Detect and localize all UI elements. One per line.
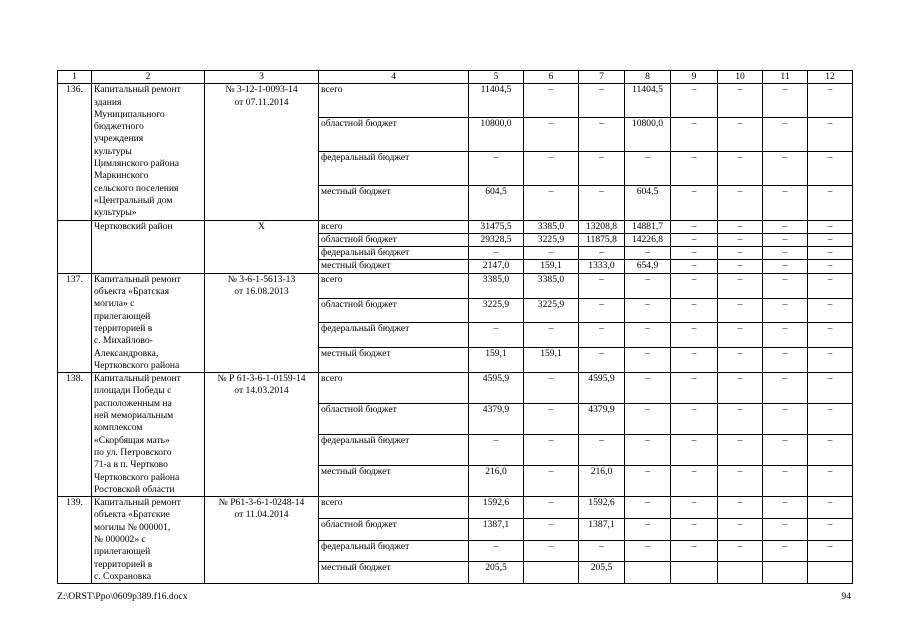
object-name-line: 71-а в п. Чертково [94, 459, 168, 471]
amount-cell: – [718, 247, 763, 260]
document-reference-line: X [258, 220, 265, 232]
amount-cell: – [808, 186, 853, 220]
amount-cell: – [579, 186, 625, 220]
document-reference [205, 220, 319, 273]
amount-cell: – [808, 233, 853, 246]
funding-source: всего [319, 497, 469, 519]
amount-cell: – [579, 298, 625, 323]
amount-cell: – [671, 260, 718, 273]
object-name-line: с. Сохрановка [94, 570, 152, 582]
amount-cell: – [524, 152, 579, 186]
funding-source: местный бюджет [319, 186, 469, 220]
amount-cell: – [469, 247, 524, 260]
object-name-line: территорией в [94, 322, 153, 334]
amount-cell: – [671, 518, 718, 540]
document-reference-line: от 11.04.2014 [234, 509, 289, 521]
amount-cell: – [625, 404, 671, 435]
amount-cell [671, 562, 718, 584]
amount-cell: – [763, 220, 808, 233]
amount-cell: – [625, 247, 671, 260]
amount-cell: – [469, 435, 524, 466]
funding-source: местный бюджет [319, 562, 469, 584]
amount-cell: – [625, 497, 671, 519]
funding-source: местный бюджет [319, 348, 469, 373]
document-reference [205, 84, 319, 220]
amount-cell: – [808, 518, 853, 540]
amount-cell: 604,5 [625, 186, 671, 220]
amount-cell: – [524, 497, 579, 519]
amount-cell: – [808, 298, 853, 323]
amount-cell: – [718, 323, 763, 348]
document-reference-line: от 16.08.2013 [234, 286, 289, 298]
table-row [58, 373, 853, 404]
amount-cell: – [671, 323, 718, 348]
amount-cell: – [718, 497, 763, 519]
amount-cell: – [763, 518, 808, 540]
amount-cell: – [671, 247, 718, 260]
column-header: 3 [205, 71, 319, 84]
funding-source: федеральный бюджет [319, 152, 469, 186]
amount-cell: – [579, 323, 625, 348]
amount-cell: – [718, 186, 763, 220]
amount-cell: – [808, 373, 853, 404]
amount-cell: 3385,0 [524, 220, 579, 233]
column-header: 8 [625, 71, 671, 84]
amount-cell: – [625, 273, 671, 298]
amount-cell: – [763, 233, 808, 246]
amount-cell: – [671, 404, 718, 435]
amount-cell: 13208,8 [579, 220, 625, 233]
amount-cell [808, 562, 853, 584]
amount-cell: – [808, 84, 853, 118]
document-reference-line: № Р 61-3-6-1-0159-14 [217, 373, 306, 385]
amount-cell: – [718, 273, 763, 298]
document-reference [205, 373, 319, 497]
amount-cell: 4595,9 [579, 373, 625, 404]
amount-cell: 1592,6 [469, 497, 524, 519]
funding-source: областной бюджет [319, 233, 469, 246]
amount-cell: 2147,0 [469, 260, 524, 273]
amount-cell: – [671, 540, 718, 562]
amount-cell: – [579, 84, 625, 118]
object-name-line: площади Победы с [94, 385, 172, 397]
amount-cell: – [524, 84, 579, 118]
object-name-line: расположенным на [94, 397, 172, 409]
amount-cell: – [718, 118, 763, 152]
amount-cell [763, 562, 808, 584]
amount-cell: – [763, 540, 808, 562]
column-header: 7 [579, 71, 625, 84]
amount-cell: – [469, 540, 524, 562]
amount-cell: – [763, 497, 808, 519]
column-header: 2 [92, 71, 205, 84]
amount-cell: – [524, 373, 579, 404]
amount-cell: 1387,1 [469, 518, 524, 540]
amount-cell: – [625, 518, 671, 540]
object-name-line: «Скорбящая мать» [94, 434, 170, 446]
column-header: 12 [808, 71, 853, 84]
object-name-line: Капитальный ремонт [94, 373, 181, 385]
document-reference-line: от 07.11.2014 [234, 96, 289, 108]
amount-cell: – [625, 540, 671, 562]
amount-cell: – [763, 152, 808, 186]
amount-cell: – [808, 540, 853, 562]
amount-cell: – [524, 323, 579, 348]
amount-cell: – [579, 435, 625, 466]
amount-cell: – [579, 273, 625, 298]
object-name-line: объекта «Братские [94, 509, 170, 521]
amount-cell: 31475,5 [469, 220, 524, 233]
amount-cell: 29328,5 [469, 233, 524, 246]
object-name [92, 84, 205, 220]
amount-cell: – [718, 348, 763, 373]
amount-cell: – [808, 466, 853, 497]
amount-cell: – [718, 233, 763, 246]
amount-cell: 3225,9 [524, 233, 579, 246]
row-number: 138. [58, 373, 92, 497]
amount-cell: – [625, 323, 671, 348]
column-header: 9 [671, 71, 718, 84]
amount-cell: – [625, 152, 671, 186]
amount-cell: – [524, 435, 579, 466]
amount-cell: – [718, 84, 763, 118]
amount-cell: 216,0 [579, 466, 625, 497]
column-header: 4 [319, 71, 469, 84]
amount-cell: – [579, 118, 625, 152]
amount-cell: – [718, 540, 763, 562]
amount-cell: – [763, 247, 808, 260]
amount-cell: – [524, 247, 579, 260]
amount-cell: – [808, 273, 853, 298]
object-name-line: культуры» [94, 207, 137, 219]
amount-cell: 159,1 [524, 260, 579, 273]
amount-cell: – [625, 298, 671, 323]
amount-cell: – [524, 118, 579, 152]
amount-cell: – [579, 247, 625, 260]
document-reference-line: от 14.03.2014 [234, 385, 289, 397]
object-name-line: Чертковского района [94, 471, 180, 483]
object-name-line: «Центральный дом [94, 194, 173, 206]
amount-cell: – [718, 152, 763, 186]
document-reference-line: № 3-6-1-5613-13 [227, 273, 296, 285]
amount-cell: – [808, 220, 853, 233]
amount-cell: – [524, 186, 579, 220]
amount-cell: – [808, 323, 853, 348]
funding-source: федеральный бюджет [319, 540, 469, 562]
amount-cell: – [763, 373, 808, 404]
funding-source: областной бюджет [319, 518, 469, 540]
table-row [58, 220, 853, 233]
amount-cell: – [763, 186, 808, 220]
amount-cell: 10800,0 [469, 118, 524, 152]
amount-cell: – [625, 435, 671, 466]
object-name [92, 273, 205, 372]
amount-cell: – [718, 435, 763, 466]
amount-cell: – [671, 466, 718, 497]
object-name-line: комплексом [94, 422, 143, 434]
column-header: 11 [763, 71, 808, 84]
amount-cell: – [808, 497, 853, 519]
amount-cell: – [524, 518, 579, 540]
amount-cell: – [763, 466, 808, 497]
document-reference-line: № Р61-3-6-1-0248-14 [218, 497, 305, 509]
object-name [92, 497, 205, 584]
amount-cell: 14881,7 [625, 220, 671, 233]
funding-source: областной бюджет [319, 298, 469, 323]
amount-cell: 3385,0 [469, 273, 524, 298]
object-name-line: объекта «Братская [94, 286, 170, 298]
amount-cell: 216,0 [469, 466, 524, 497]
amount-cell: 4379,9 [579, 404, 625, 435]
amount-cell: 3225,9 [469, 298, 524, 323]
funding-source: областной бюджет [319, 404, 469, 435]
table-body [58, 71, 853, 584]
column-header: 1 [58, 71, 92, 84]
amount-cell: – [808, 348, 853, 373]
amount-cell: – [808, 404, 853, 435]
object-name-line: № 000002» с [94, 533, 146, 545]
amount-cell: – [524, 404, 579, 435]
amount-cell: 10800,0 [625, 118, 671, 152]
amount-cell [718, 562, 763, 584]
amount-cell: 11404,5 [625, 84, 671, 118]
amount-cell: – [718, 466, 763, 497]
budget-table [57, 70, 853, 584]
object-name-line: Капитальный ремонт [94, 497, 181, 509]
amount-cell: 604,5 [469, 186, 524, 220]
amount-cell: – [469, 152, 524, 186]
document-reference-line: № 3-12-1-0093-14 [225, 84, 298, 96]
amount-cell: 1333,0 [579, 260, 625, 273]
amount-cell: – [579, 540, 625, 562]
amount-cell: – [671, 373, 718, 404]
object-name-line: могила» с [94, 298, 135, 310]
amount-cell [625, 562, 671, 584]
amount-cell: – [718, 373, 763, 404]
object-name-line: Муниципального [94, 108, 165, 120]
amount-cell: 1387,1 [579, 518, 625, 540]
amount-cell: 205,5 [579, 562, 625, 584]
funding-source: всего [319, 220, 469, 233]
object-name [92, 220, 205, 273]
object-name-line: Капитальный ремонт [94, 84, 181, 96]
amount-cell: 11875,8 [579, 233, 625, 246]
amount-cell: 205,5 [469, 562, 524, 584]
object-name-line: территорией в [94, 558, 153, 570]
amount-cell: 1592,6 [579, 497, 625, 519]
amount-cell: 14226,8 [625, 233, 671, 246]
amount-cell: – [469, 323, 524, 348]
amount-cell: – [763, 298, 808, 323]
amount-cell: – [763, 435, 808, 466]
amount-cell: 159,1 [469, 348, 524, 373]
funding-source: всего [319, 84, 469, 118]
amount-cell: – [808, 260, 853, 273]
object-name-line: ней мемориальным [94, 410, 174, 422]
object-name [92, 373, 205, 497]
table-row [58, 84, 853, 118]
amount-cell: – [763, 84, 808, 118]
amount-cell: – [625, 466, 671, 497]
amount-cell: 654,9 [625, 260, 671, 273]
amount-cell: – [579, 152, 625, 186]
amount-cell: – [671, 118, 718, 152]
object-name-line: Маркинского [94, 170, 149, 182]
amount-cell: – [718, 518, 763, 540]
amount-cell: – [671, 84, 718, 118]
object-name-line: Чертковского района [94, 359, 180, 371]
amount-cell: 3385,0 [524, 273, 579, 298]
amount-cell: – [671, 273, 718, 298]
row-number: 136. [58, 84, 92, 220]
amount-cell: – [671, 435, 718, 466]
object-name-line: культуры [94, 145, 132, 157]
funding-source: местный бюджет [319, 260, 469, 273]
amount-cell [524, 562, 579, 584]
amount-cell: – [671, 497, 718, 519]
amount-cell: – [671, 152, 718, 186]
object-name-line: Александровка, [94, 347, 159, 359]
amount-cell: – [763, 260, 808, 273]
amount-cell: – [671, 186, 718, 220]
object-name-line: Капитальный ремонт [94, 273, 181, 285]
row-number: 139. [58, 497, 92, 584]
funding-source: федеральный бюджет [319, 435, 469, 466]
amount-cell: – [763, 323, 808, 348]
amount-cell: 11404,5 [469, 84, 524, 118]
object-name-line: учреждения [94, 133, 144, 145]
object-name-line: прилегающей [94, 546, 151, 558]
object-name-line: Цимлянского района [94, 158, 179, 170]
amount-cell: – [763, 404, 808, 435]
amount-cell: 159,1 [524, 348, 579, 373]
document-reference [205, 273, 319, 372]
amount-cell: 4595,9 [469, 373, 524, 404]
object-name-line: сельского поселения [94, 182, 179, 194]
object-name-line: Чертковский район [94, 220, 173, 232]
object-name-line: прилегающей [94, 310, 151, 322]
table-row [58, 497, 853, 519]
amount-cell: – [625, 373, 671, 404]
document-reference [205, 497, 319, 584]
amount-cell: – [763, 348, 808, 373]
footer-page-number: 94 [841, 591, 851, 602]
header-row [58, 71, 853, 84]
amount-cell: 4379,9 [469, 404, 524, 435]
funding-source: областной бюджет [319, 118, 469, 152]
object-name-line: могилы № 000001, [94, 521, 171, 533]
funding-source: всего [319, 373, 469, 404]
amount-cell: – [808, 435, 853, 466]
amount-cell: 3225,9 [524, 298, 579, 323]
amount-cell: – [718, 298, 763, 323]
amount-cell: – [808, 247, 853, 260]
row-number [58, 220, 92, 273]
amount-cell: – [718, 220, 763, 233]
amount-cell: – [808, 118, 853, 152]
amount-cell: – [763, 273, 808, 298]
amount-cell: – [808, 152, 853, 186]
table-row [58, 273, 853, 298]
object-name-line: бюджетного [94, 121, 144, 133]
amount-cell: – [671, 348, 718, 373]
row-number: 137. [58, 273, 92, 372]
amount-cell: – [671, 233, 718, 246]
column-header: 5 [469, 71, 524, 84]
column-header: 6 [524, 71, 579, 84]
amount-cell: – [524, 466, 579, 497]
funding-source: местный бюджет [319, 466, 469, 497]
amount-cell: – [763, 118, 808, 152]
funding-source: федеральный бюджет [319, 323, 469, 348]
amount-cell: – [671, 298, 718, 323]
object-name-line: Ростовской области [94, 483, 175, 495]
amount-cell: – [671, 220, 718, 233]
amount-cell: – [524, 540, 579, 562]
funding-source: всего [319, 273, 469, 298]
amount-cell: – [718, 260, 763, 273]
object-name-line: с. Михайлово- [94, 335, 153, 347]
funding-source: федеральный бюджет [319, 247, 469, 260]
object-name-line: по ул. Петровского [94, 446, 172, 458]
column-header: 10 [718, 71, 763, 84]
object-name-line: здания [94, 96, 122, 108]
amount-cell: – [718, 404, 763, 435]
amount-cell: – [625, 348, 671, 373]
amount-cell: – [579, 348, 625, 373]
footer-file-path: Z:\ORST\Ppo\0609p389.f16.docx [57, 591, 188, 602]
